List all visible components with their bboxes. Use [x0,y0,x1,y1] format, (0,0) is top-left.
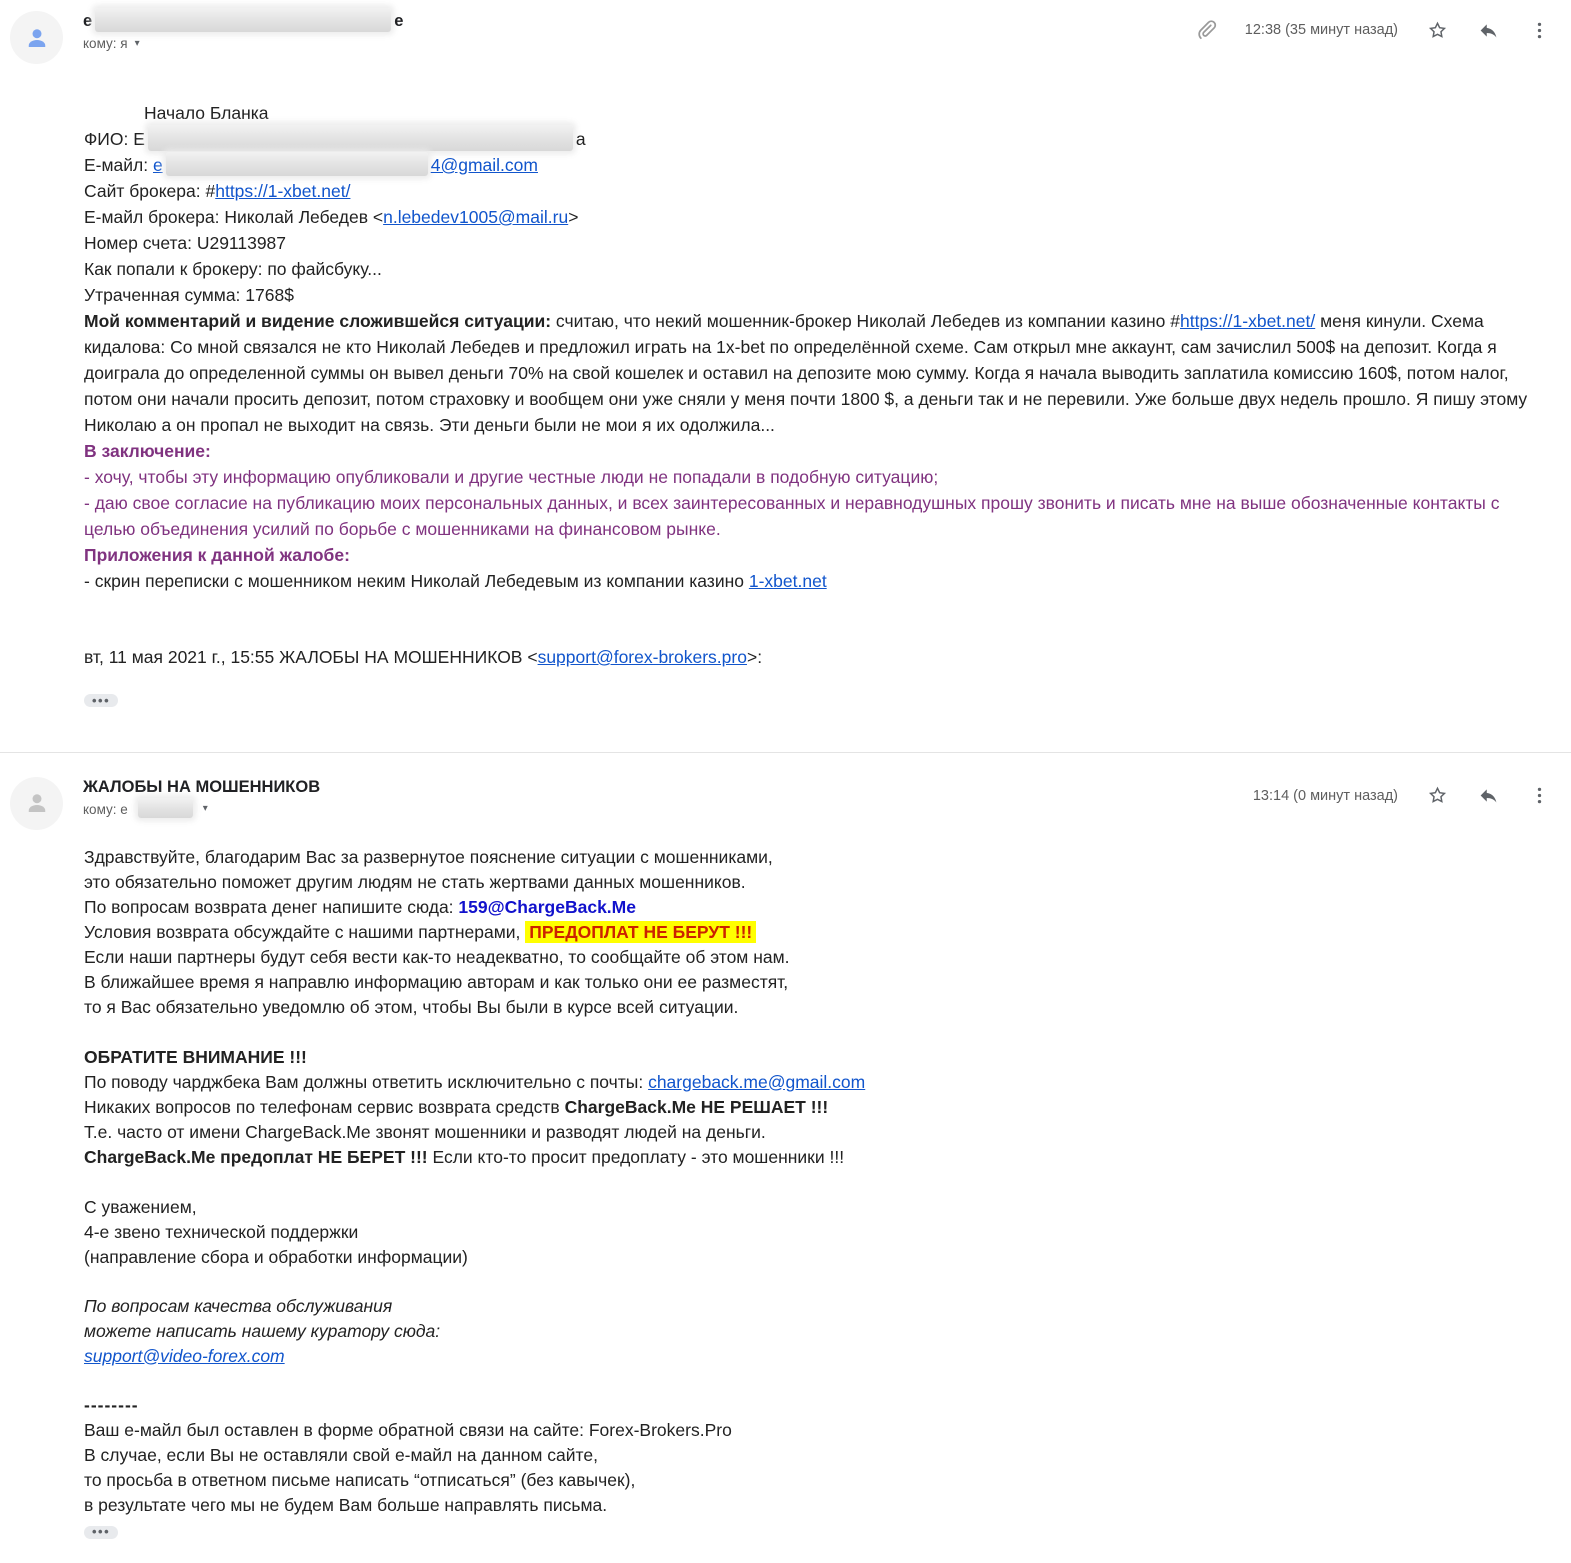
chevron-down-icon: ▾ [135,39,140,49]
fio-suffix: а [576,129,586,149]
partners-text: Условия возврата обсуждайте с нашими партнерами, [84,922,525,942]
reply-line: Здравствуйте, благодарим Вас за развернутое пояснение ситуации с мошенниками, [84,845,1529,870]
blank-line [84,1369,1529,1393]
signature-line: 4-е звено технической поддержки [84,1220,1529,1245]
conclusion-item-2: - даю свое согласие на публикацию моих персональных данных, и всех заинтересованных и неравнодушных прошу звонить и писать мне на выше обозначенные контакты с целью объединения усилий по борьбе с мошенниками на финансовом рынке. [84,490,1529,542]
chargeback-email-link[interactable]: 159@ChargeBack.Me [458,897,636,917]
form-start-label: Начало Бланка [144,103,269,123]
signature-line: (направление сбора и обработки информации) [84,1245,1529,1270]
redacted-blur [138,798,193,818]
star-icon [1427,20,1448,41]
attachments-title: Приложения к данной жалобе: [84,542,1529,568]
star-button[interactable] [1425,18,1449,42]
email1-header [0,0,1571,64]
complaint-text-2: меня кинули. Схема кидалова: Со мной связался не кто Николай Лебедев и предложил играть на 1x-bet по определённой схеме. Сам открыл мне аккаунт, сам зачислил 500$ на депозит. Когда я доиграла до определенной суммы он вывел деньги 70% на свой кошелек и оставил на депозите мою сумму. Когда я начала выводить заплатила комиссию 160$, потом налог, потом они начали просить депозит, потом страховку и вообщем они уже сняли у меня почти 1800 $, а деньги так и не перевили. Уже больше двух недель прошло. Я пишу этому Николаю а он пропал не выходит на связь. Эти деньги были не мои я их одолжила... [84,311,1527,435]
fio-label: ФИО: Е [84,129,145,149]
avatar [10,11,63,64]
email2-header [0,753,1571,830]
footer-separator: -------- [84,1393,1529,1418]
attachment-site-link[interactable]: 1-xbet.net [749,571,827,591]
signature-line: С уважением, [84,1195,1529,1220]
recipient-label: кому: e [83,802,128,817]
star-icon [1427,785,1448,806]
attention-line [84,1145,1529,1170]
broker-email-label: Е-майл брокера: Николай Лебедев < [84,207,383,227]
reply-line: Если наши партнеры будут себя вести как-то неадекватно, то сообщайте об этом нам. [84,945,1529,970]
reply-line [84,920,1529,945]
more-vert-icon [1529,20,1550,41]
quoted-header-line [84,644,1529,670]
chevron-down-icon: ▾ [203,804,208,814]
reply-line: то я Вас обязательно уведомлю об этом, чтобы Вы были в курсе всей ситуации. [84,995,1529,1020]
more-options-button[interactable] [1527,784,1551,808]
attention-text-2: Никаких вопросов по телефонам сервис возврата средств [84,1097,565,1117]
recipient-details-toggle[interactable] [83,802,208,817]
redacted-blur [166,152,428,176]
sender-name-prefix: e [83,12,92,31]
email1-body [84,100,1529,712]
complaint-lead: Мой комментарий и видение сложившейся ситуации: [84,311,551,331]
attachment-text: - скрин переписки с мошенником неким Николай Лебедевым из компании казино [84,571,749,591]
casino-link[interactable]: https://1-xbet.net/ [1180,311,1315,331]
fio-line [84,126,1529,152]
account-line: Номер счета: U29113987 [84,230,1529,256]
timestamp: 12:38 (35 минут назад) [1245,22,1398,38]
form-start-line [84,100,1529,126]
email-label: Е-майл: [84,155,153,175]
sender-name-text: ЖАЛОБЫ НА МОШЕННИКОВ [83,778,320,797]
reply-icon [1478,785,1499,806]
blank-line [84,1170,1529,1195]
recipient-details-toggle[interactable] [83,36,140,51]
complaint-paragraph [84,308,1529,438]
attention-line [84,1070,1529,1095]
attention-bold-2: ChargeBack.Me НЕ РЕШАЕТ !!! [565,1097,829,1117]
quote-header-text: вт, 11 мая 2021 г., 15:55 ЖАЛОБЫ НА МОШЕННИКОВ < [84,647,538,667]
refund-text: По вопросам возврата денег напишите сюда: [84,897,458,917]
more-vert-icon [1529,785,1550,806]
footer-line: В случае, если Вы не оставляли свой е-майл на данном сайте, [84,1443,1529,1468]
lost-sum-line: Утраченная сумма: 1768$ [84,282,1529,308]
conclusion-item-1: - хочу, чтобы эту информацию опубликовали и другие честные люди не попадали в подобную ситуацию; [84,464,1529,490]
more-options-button[interactable] [1527,18,1551,42]
attention-text-4: Если кто-то просит предоплату - это мошенники !!! [428,1147,844,1167]
quote-suffix: >: [747,647,762,667]
email-link-prefix: e [153,155,163,175]
footer-line: в результате чего мы не будем Вам больше направлять письма. [84,1493,1529,1518]
sender-name [83,12,403,31]
quality-line: По вопросам качества обслуживания [84,1294,1529,1319]
broker-site-label: Сайт брокера: # [84,181,215,201]
attention-line: Т.е. часто от имени ChargeBack.Me звонят мошенники и разводят людей на деньги. [84,1120,1529,1145]
attention-title: ОБРАТИТЕ ВНИМАНИЕ !!! [84,1045,1529,1070]
show-trimmed-content-button[interactable]: ••• [84,1526,118,1539]
attention-line [84,1095,1529,1120]
attention-text-1: По поводу чарджбека Вам должны ответить исключительно с почты: [84,1072,648,1092]
email2-body [84,845,1529,1563]
avatar [10,777,63,830]
broker-email-suffix: > [568,207,578,227]
attachment-icon [1194,18,1218,42]
person-icon [22,23,52,53]
sender-name [83,778,320,797]
email-line [84,152,1529,178]
sender-email-link[interactable] [153,155,538,175]
reply-line: В ближайшее время я направлю информацию авторам и как только они ее разместят, [84,970,1529,995]
conclusion-title: В заключение: [84,438,1529,464]
attention-bold-4: ChargeBack.Me предоплат НЕ БЕРЕТ !!! [84,1147,428,1167]
redacted-blur [148,125,573,151]
blank-line [84,1270,1529,1294]
footer-line: то просьба в ответном письме написать “отписаться” (без кавычек), [84,1468,1529,1493]
reply-line [84,895,1529,920]
attachment-line [84,568,1529,594]
no-prepayment-highlight: ПРЕДОПЛАТ НЕ БЕРУТ !!! [525,921,756,943]
reply-icon [1478,20,1499,41]
email-link-suffix: 4@gmail.com [431,155,538,175]
redacted-blur [95,8,391,32]
quality-line: можете написать нашему куратору сюда: [84,1319,1529,1344]
broker-site-line [84,178,1529,204]
reply-line: это обязательно поможет другим людям не стать жертвами данных мошенников. [84,870,1529,895]
support-email-link[interactable]: support@forex-brokers.pro [538,647,747,667]
broker-email-link[interactable]: n.lebedev1005@mail.ru [383,207,568,227]
quality-link-line [84,1344,1529,1369]
broker-site-link[interactable]: https://1-xbet.net/ [215,181,350,201]
curator-email-link[interactable]: support@video-forex.com [84,1346,285,1366]
reply-button[interactable] [1476,18,1500,42]
sender-name-suffix: e [394,12,403,31]
star-button[interactable] [1425,784,1449,808]
reply-button[interactable] [1476,784,1500,808]
recipient-label: кому: я [83,36,128,51]
person-icon [22,788,52,818]
email-message-2 [0,753,1571,1563]
timestamp: 13:14 (0 минут назад) [1253,788,1398,804]
blank-line [84,1020,1529,1045]
footer-line: Ваш е-майл был оставлен в форме обратной связи на сайте: Forex-Brokers.Pro [84,1418,1529,1443]
complaint-text-1: считаю, что некий мошенник-брокер Николай Лебедев из компании казино # [551,311,1180,331]
how-found-line: Как попали к брокеру: по файсбуку... [84,256,1529,282]
chargeback-gmail-link[interactable]: chargeback.me@gmail.com [648,1072,865,1092]
broker-email-line [84,204,1529,230]
email-message-1 [0,0,1571,712]
show-trimmed-content-button[interactable]: ••• [84,694,118,707]
